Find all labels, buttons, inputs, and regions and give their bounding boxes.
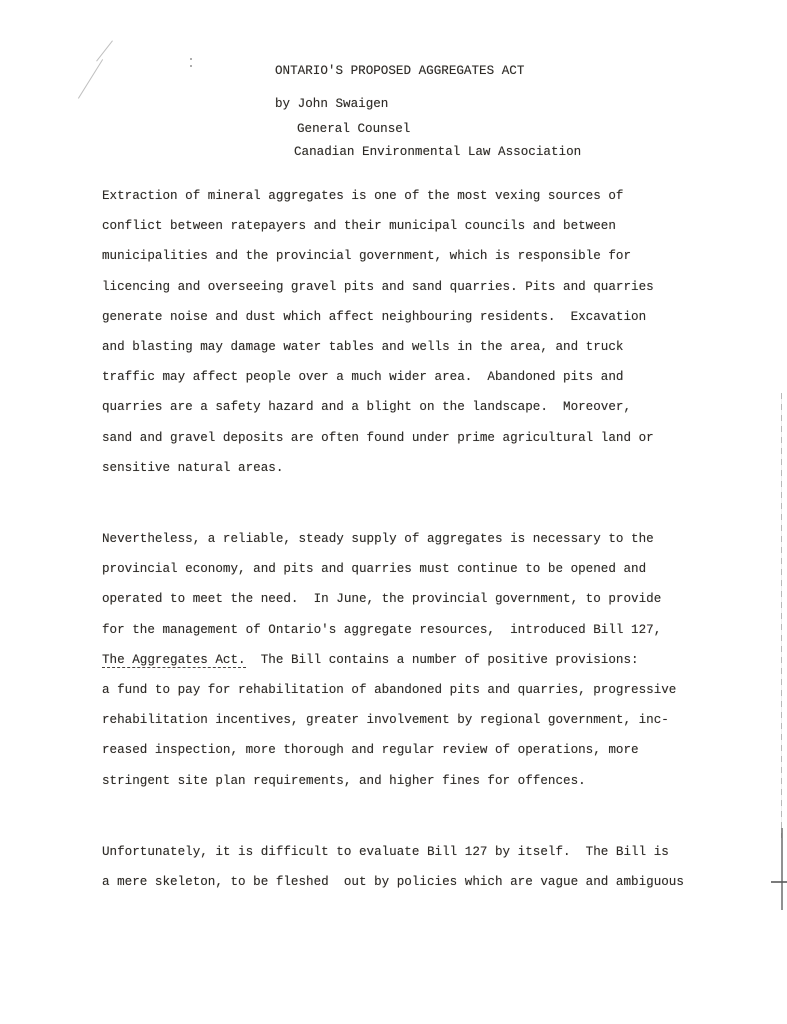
text-line: conflict between ratepayers and their municipal councils and between <box>102 219 616 234</box>
document-title: ONTARIO'S PROPOSED AGGREGATES ACT <box>275 64 525 78</box>
text-line: generate noise and dust which affect neighbouring residents. Excavation <box>102 309 647 324</box>
scan-edge-dash <box>771 881 787 883</box>
text-line: provincial economy, and pits and quarries must continue to be opened and <box>102 562 647 577</box>
text-line: The Aggregates Act. The Bill contains a number of positive provisions: <box>102 652 639 667</box>
text-line: quarries are a safety hazard and a blight on the landscape. Moreover, <box>102 400 632 415</box>
paragraph-3 <box>102 837 742 897</box>
text-line: sand and gravel deposits are often found under prime agricultural land or <box>102 430 654 445</box>
text-line: operated to meet the need. In June, the provincial government, to provide <box>102 592 662 607</box>
text-line: Unfortunately, it is difficult to evaluate Bill 127 by itself. The Bill is <box>102 845 669 859</box>
pencil-mark-icon <box>78 59 103 99</box>
pencil-mark-icon <box>96 40 113 61</box>
scan-edge-line-dark <box>781 828 783 910</box>
author-role: General Counsel <box>297 122 411 136</box>
text-line: sensitive natural areas. <box>102 460 284 475</box>
text-line: a mere skeleton, to be fleshed out by policies which are vague and ambiguous <box>102 875 684 890</box>
scan-speck <box>190 58 192 60</box>
text-line: stringent site plan requirements, and higher fines for offences. <box>102 773 586 788</box>
text-line: municipalities and the provincial government, which is responsible for <box>102 249 632 264</box>
text-line: Nevertheless, a reliable, steady supply of aggregates is necessary to the <box>102 532 654 546</box>
text-line: for the management of Ontario's aggregate resources, introduced Bill 127, <box>102 622 662 637</box>
text-line: a fund to pay for rehabilitation of abandoned pits and quarries, progressive <box>102 682 677 697</box>
author-organization: Canadian Environmental Law Association <box>294 145 582 159</box>
text-line: rehabilitation incentives, greater involvement by regional government, inc- <box>102 713 669 728</box>
text-line: and blasting may damage water tables and wells in the area, and truck <box>102 339 624 354</box>
underlined-text: The Aggregates Act. <box>102 652 246 667</box>
text-line: reased inspection, more thorough and regular review of operations, more <box>102 743 639 758</box>
scan-edge-line <box>781 393 782 838</box>
text-line: Extraction of mineral aggregates is one of the most vexing sources of <box>102 189 624 203</box>
text-line: licencing and overseeing gravel pits and sand quarries. Pits and quarries <box>102 279 654 294</box>
paragraph-2 <box>102 524 742 796</box>
paragraph-1 <box>102 181 742 483</box>
byline: by John Swaigen <box>275 97 389 111</box>
text-line: traffic may affect people over a much wider area. Abandoned pits and <box>102 370 624 385</box>
